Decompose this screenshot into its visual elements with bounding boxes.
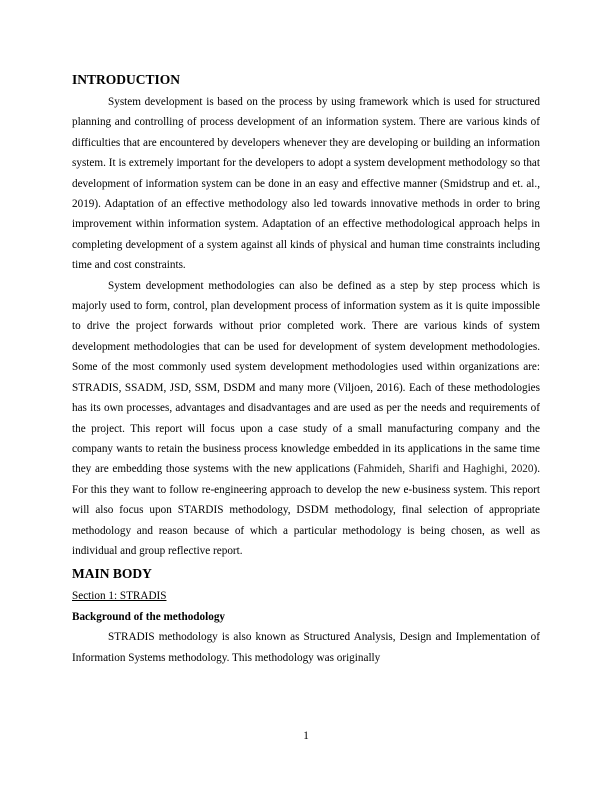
main-body-heading: MAIN BODY bbox=[72, 566, 152, 582]
page-number: 1 bbox=[303, 730, 309, 742]
intro-paragraph-1: System development is based on the process by using framework which is used for structured planning and controlling of process development of an information system. There are various kinds of difficulties that are encountered by developers whenever they are developing or building an information system. It is extremely important for the developers to adopt a system development methodology so that development of information system can be done in an easy and effective manner (Smidstrup and et. al., 2019). Adaptation of an effective methodology also led towards innovative methods in order to bring improvement within information system. Adaptation of an effective methodological approach helps in completing development of a system against all kinds of physical and human time constraints including time and cost constraints. bbox=[72, 96, 540, 272]
section-1-title: Section 1: STRADIS bbox=[72, 590, 167, 603]
intro-paragraph-2-text-b: ). For this they want to follow re-engineering approach to develop the new e-business system. This report will also focus upon STARDIS methodology, DSDM methodology, final selection of appropriate methodology and reason because of which a particular methodology is being chosen, as well as individual and group reflective report. bbox=[72, 463, 541, 557]
section-1-paragraph: STRADIS methodology is also known as Structured Analysis, Design and Implementation of Information Systems methodology. This methodology was originally bbox=[72, 631, 540, 664]
intro-paragraph-2 bbox=[72, 276, 540, 562]
intro-paragraph-2-text-a: System development methodologies can also be defined as a step by step process which is majorly used to form, control, plan development process of information system as it is quite impossible to drive the project forwards without prior completed work. There are various kinds of system development methodologies that can be used for development of system development methodologies. Some of the most commonly used system development methodologies used within organizations are: STRADIS, SSADM, JSD, SSM, DSDM and many more (Viljoen, 2016). Each of these methodologies has its own processes, advantages and disadvantages and are used as per the needs and requirements of the project. This report will focus upon a case study of a small manufacturing company and the company wants to retain the business process knowledge embedded in its applications in the same time they are embedding those systems with the new applications ( bbox=[72, 279, 540, 476]
introduction-heading: INTRODUCTION bbox=[72, 72, 181, 87]
intro-paragraph-2-citation: Fahmideh, Sharifi and Haghighi, 2020 bbox=[357, 463, 534, 476]
section-1-subheading: Background of the methodology bbox=[72, 610, 226, 623]
page-content bbox=[72, 70, 540, 668]
